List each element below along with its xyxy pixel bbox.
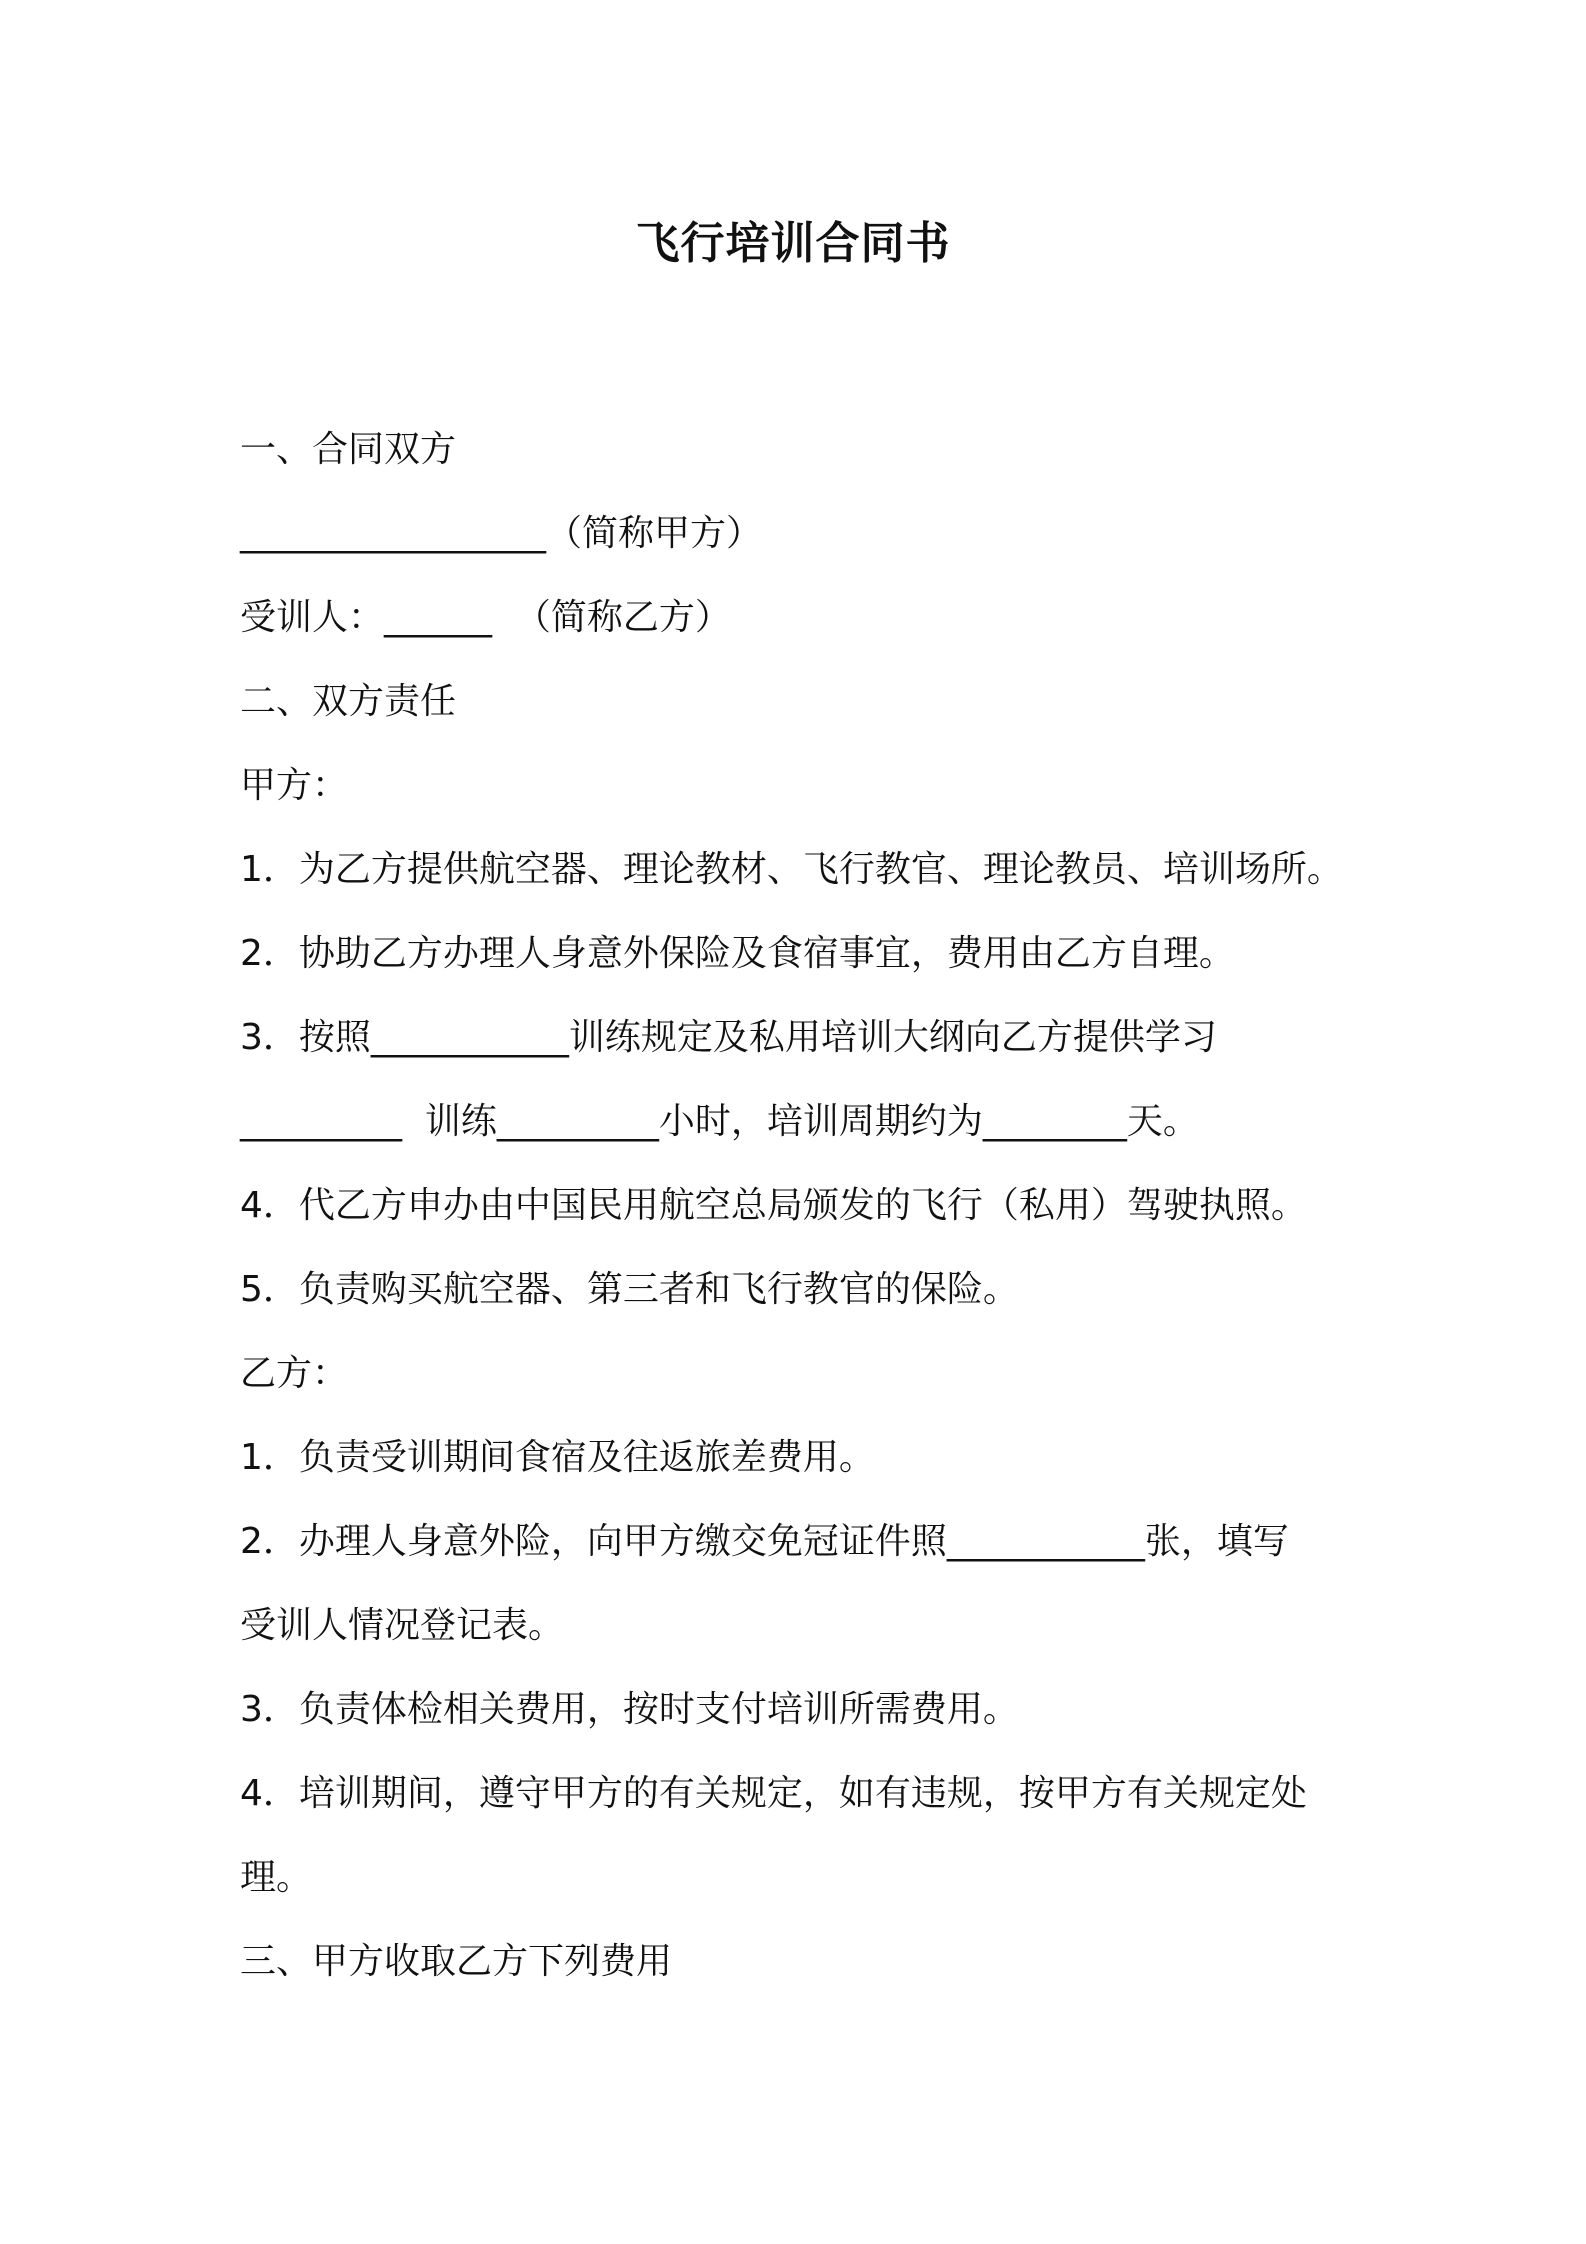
party-b-item-4: 4．培训期间，遵守甲方的有关规定，如有违规，按甲方有关规定处 bbox=[240, 1773, 1307, 1814]
party-a-item-3-continued: _________ 训练_________小时，培训周期约为________天。 bbox=[240, 1101, 1199, 1142]
party-b-line: 受训人：______ （简称乙方） bbox=[240, 597, 731, 638]
party-a-item-3: 3．按照___________训练规定及私用培训大纲向乙方提供学习 bbox=[240, 1017, 1217, 1058]
section-heading-parties: 一、合同双方 bbox=[240, 429, 457, 470]
party-a-item-4: 4．代乙方申办由中国民用航空总局颁发的飞行（私用）驾驶执照。 bbox=[240, 1185, 1307, 1226]
party-b-label: 乙方： bbox=[240, 1353, 349, 1394]
document-title: 飞行培训合同书 bbox=[635, 218, 951, 269]
party-b-item-2: 2．办理人身意外险，向甲方缴交免冠证件照___________张，填写 bbox=[240, 1521, 1289, 1562]
party-b-item-1: 1．负责受训期间食宿及往返旅差费用。 bbox=[240, 1437, 875, 1478]
party-b-item-3: 3．负责体检相关费用，按时支付培训所需费用。 bbox=[240, 1689, 1019, 1730]
party-a-item-2: 2．协助乙方办理人身意外保险及食宿事宜，费用由乙方自理。 bbox=[240, 933, 1235, 974]
section-heading-responsibilities: 二、双方责任 bbox=[240, 681, 457, 722]
document-body bbox=[240, 408, 1380, 2004]
party-a-item-5: 5．负责购买航空器、第三者和飞行教官的保险。 bbox=[240, 1269, 1019, 1310]
party-b-item-2-continued: 受训人情况登记表。 bbox=[240, 1605, 565, 1646]
party-b-item-4-continued: 理。 bbox=[240, 1857, 313, 1898]
party-a-label: 甲方： bbox=[240, 765, 349, 806]
party-a-line: _________________（简称甲方） bbox=[240, 513, 763, 554]
section-heading-fees: 三、甲方收取乙方下列费用 bbox=[240, 1941, 673, 1982]
party-a-item-1: 1．为乙方提供航空器、理论教材、飞行教官、理论教员、培训场所。 bbox=[240, 849, 1343, 890]
